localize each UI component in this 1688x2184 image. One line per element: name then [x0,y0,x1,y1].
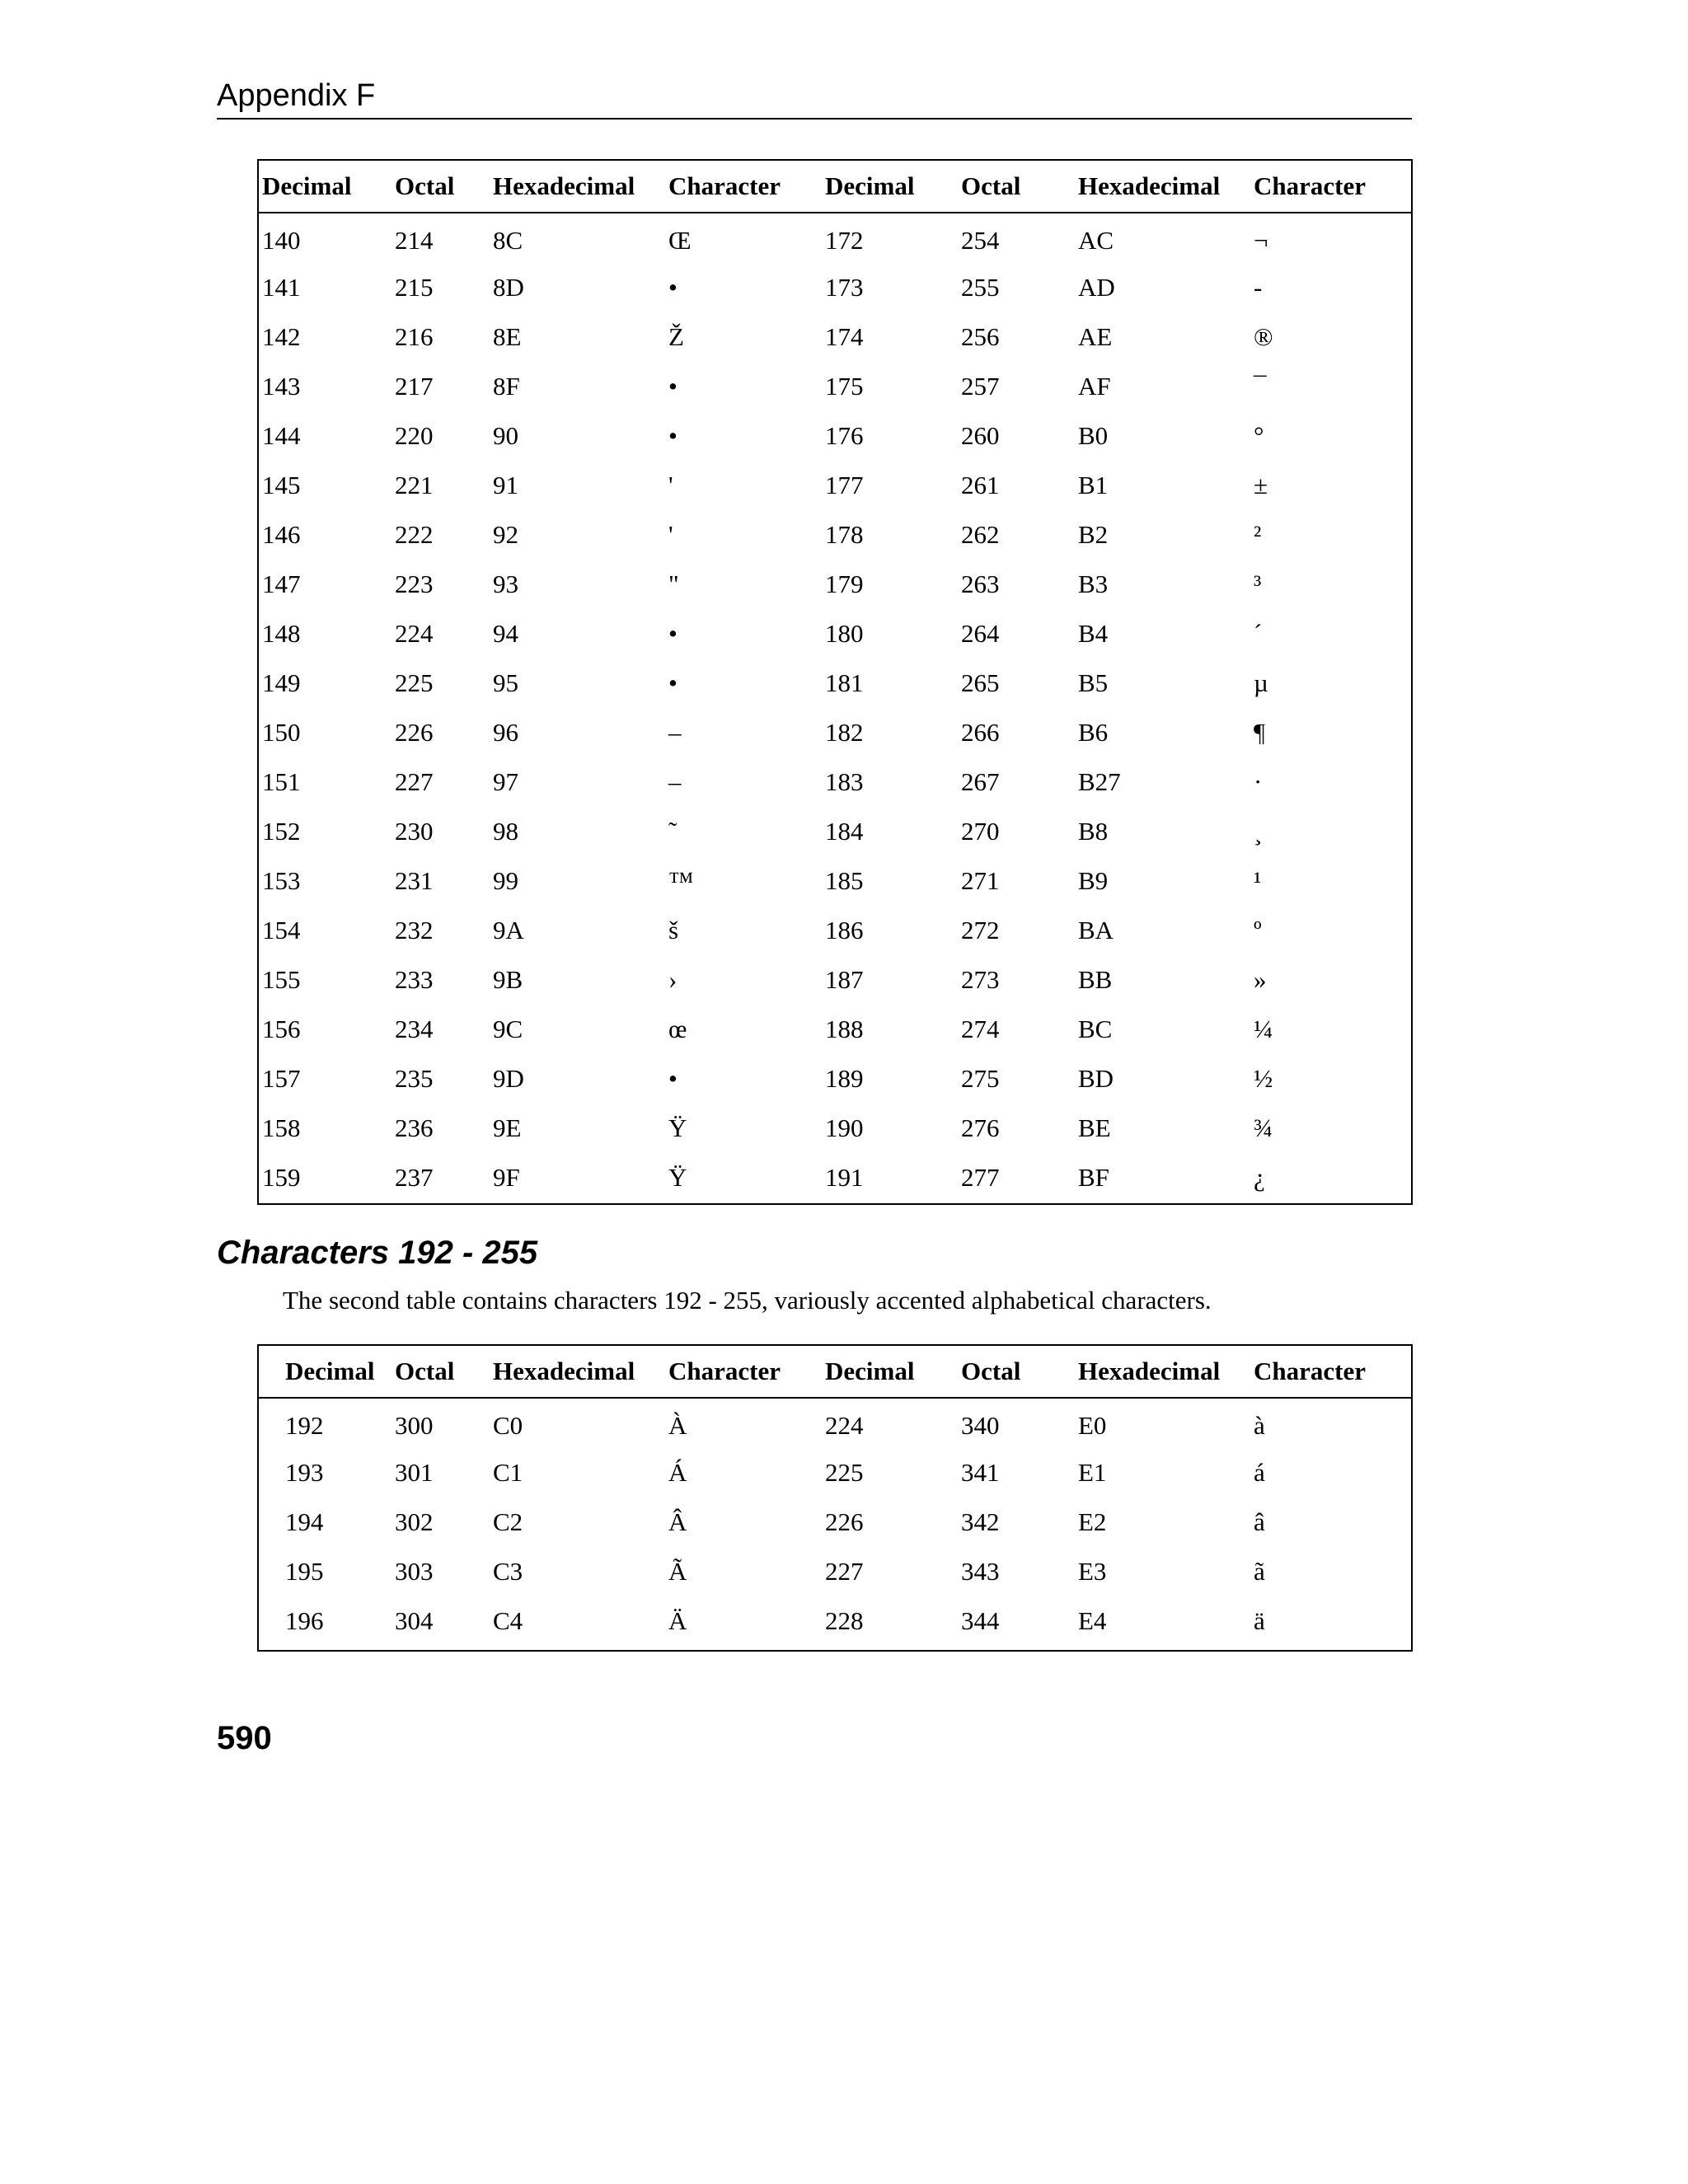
table-row [259,906,1411,955]
table-cell: B4 [1078,619,1109,648]
column-header: Character [1254,161,1411,213]
table-cell: ° [1254,421,1264,450]
table-cell: 255 [961,273,1000,302]
table-cell: 277 [961,1163,1000,1192]
table-cell: 228 [825,1606,864,1635]
table-cell: 9B [493,965,523,994]
table-cell: C1 [493,1458,523,1487]
table-cell: 157 [262,1064,301,1093]
table-cell: • [668,619,678,648]
table-row [259,510,1411,560]
table-cell: 95 [493,668,518,697]
table-cell: ä [1254,1606,1265,1635]
table-cell: 182 [825,718,864,747]
table-cell: ã [1254,1557,1265,1586]
table-cell: š [668,916,679,944]
table-cell: 159 [262,1163,301,1192]
table-cell: B9 [1078,866,1109,895]
table-cell: ¹ [1254,866,1262,895]
table-cell: 223 [395,569,434,598]
table-body [259,213,1411,1202]
table-cell: 183 [825,767,864,796]
table-cell: 196 [285,1606,324,1635]
column-header: Character [668,161,825,213]
table-cell: Ÿ [668,1163,687,1192]
table-cell: B5 [1078,668,1109,697]
table-cell: 217 [395,372,434,401]
table-cell: E0 [1078,1411,1107,1440]
table-cell: 181 [825,668,864,697]
table-cell: 225 [825,1458,864,1487]
column-header: Hexadecimal [493,1346,668,1398]
table-cell: ® [1254,322,1273,351]
table-cell: 261 [961,471,1000,499]
table-cell: 257 [961,372,1000,401]
table-cell: 214 [395,226,434,255]
table-cell: – [668,718,682,747]
table-cell: B2 [1078,520,1109,549]
table-cell: 94 [493,619,518,648]
table-cell: 232 [395,916,434,944]
table-cell: 172 [825,226,864,255]
table-cell: 188 [825,1015,864,1043]
column-header: Decimal [259,161,395,213]
table-cell: 189 [825,1064,864,1093]
ascii-table [259,1346,1411,1646]
table-cell: ' [668,520,673,549]
table-cell: 141 [262,273,301,302]
table-cell: 193 [285,1458,324,1487]
table-cell: 177 [825,471,864,499]
table-cell: B3 [1078,569,1109,598]
table-cell: B8 [1078,817,1109,846]
table-row [259,1054,1411,1104]
table-cell: BA [1078,916,1114,944]
table-cell: 260 [961,421,1000,450]
table-cell: 263 [961,569,1000,598]
table-row [259,560,1411,609]
table-body [259,1398,1411,1646]
table-cell: 173 [825,273,864,302]
table-cell: 344 [961,1606,1000,1635]
table-cell: 270 [961,817,1000,846]
column-header: Decimal [825,161,961,213]
table-cell: 9F [493,1163,520,1192]
table-cell: 150 [262,718,301,747]
table-cell: 179 [825,569,864,598]
table-cell: 343 [961,1557,1000,1586]
table-cell: 262 [961,520,1000,549]
table-cell: 237 [395,1163,434,1192]
table-cell: â [1254,1507,1265,1536]
table-cell: 156 [262,1015,301,1043]
table-cell: 225 [395,668,434,697]
table-cell: • [668,668,678,697]
table-cell: 8F [493,372,520,401]
table-row [259,1005,1411,1054]
column-header: Octal [961,1346,1078,1398]
table-cell: 98 [493,817,518,846]
table-cell: 301 [395,1458,434,1487]
table-cell: C0 [493,1411,523,1440]
table-cell: 149 [262,668,301,697]
table-cell: 153 [262,866,301,895]
table-cell: 175 [825,372,864,401]
column-header: Decimal [825,1346,961,1398]
table-cell: Ÿ [668,1113,687,1142]
table-cell: 151 [262,767,301,796]
table-row [259,955,1411,1005]
table-cell: 185 [825,866,864,895]
ascii-table-128-191 [257,159,1413,1205]
table-row [259,609,1411,658]
table-cell: à [1254,1411,1265,1440]
table-cell: 216 [395,322,434,351]
table-cell: ¾ [1254,1113,1273,1142]
table-cell: ¼ [1254,1015,1273,1043]
table-cell: 220 [395,421,434,450]
table-cell: 275 [961,1064,1000,1093]
table-header-row [259,161,1411,213]
table-cell: E2 [1078,1507,1107,1536]
table-cell: 215 [395,273,434,302]
table-cell: ¶ [1254,718,1266,747]
table-cell: 264 [961,619,1000,648]
table-cell: Ã [668,1557,687,1586]
table-cell: – [668,767,682,796]
column-header: Hexadecimal [1078,161,1254,213]
running-header [217,77,1412,120]
table-row [259,362,1411,411]
column-header: Octal [961,161,1078,213]
table-cell: 174 [825,322,864,351]
table-row [259,1104,1411,1153]
table-row [259,1448,1411,1497]
table-cell: 186 [825,916,864,944]
table-cell: ³ [1254,569,1262,598]
page-number: 590 [217,1720,272,1756]
table-cell: 178 [825,520,864,549]
table-cell: 191 [825,1163,864,1192]
table-cell: 194 [285,1507,324,1536]
table-cell: 190 [825,1113,864,1142]
table-cell: › [668,965,678,994]
table-cell: E3 [1078,1557,1107,1586]
table-cell: • [668,421,678,450]
table-header-row [259,1346,1411,1398]
table-row [259,461,1411,510]
table-cell: 231 [395,866,434,895]
table-row [259,1398,1411,1448]
table-cell: · [1254,767,1263,796]
table-cell: 256 [961,322,1000,351]
table-cell: 234 [395,1015,434,1043]
table-cell: 221 [395,471,434,499]
table-cell: 9E [493,1113,522,1142]
table-cell: 224 [395,619,434,648]
table-cell: " [668,569,679,598]
table-cell: 154 [262,916,301,944]
table-cell: 8D [493,273,524,302]
table-cell: AF [1078,372,1111,401]
table-row [259,1596,1411,1646]
table-cell: 267 [961,767,1000,796]
table-cell: 147 [262,569,301,598]
table-cell: 152 [262,817,301,846]
column-header: Character [1254,1346,1411,1398]
ascii-table-192-255 [257,1344,1413,1652]
table-cell: 233 [395,965,434,994]
table-cell: 254 [961,226,1000,255]
table-cell: 92 [493,520,518,549]
table-cell: 144 [262,421,301,450]
table-cell: 90 [493,421,518,450]
table-cell: 230 [395,817,434,846]
table-cell: Â [668,1507,687,1536]
section-paragraph: The second table contains characters 192 - 255, variously accented alphabetical characters. [283,1286,1212,1315]
table-cell: E4 [1078,1606,1107,1635]
table-cell: 146 [262,520,301,549]
table-cell: 9A [493,916,524,944]
table-row [259,263,1411,312]
table-cell: á [1254,1458,1265,1487]
table-cell: ¬ [1254,226,1268,255]
table-cell: 224 [825,1411,864,1440]
table-cell: 192 [285,1411,324,1440]
table-cell: 235 [395,1064,434,1093]
table-cell: 303 [395,1557,434,1586]
table-cell: 180 [825,619,864,648]
table-cell: 342 [961,1507,1000,1536]
table-row [259,1547,1411,1596]
table-cell: º [1254,916,1262,944]
table-cell: À [668,1411,687,1440]
table-cell: 97 [493,767,518,796]
table-cell: ™ [668,866,694,895]
ascii-table [259,161,1411,1202]
table-cell: 236 [395,1113,434,1142]
column-header: Character [668,1346,825,1398]
table-cell: 276 [961,1113,1000,1142]
table-row [259,856,1411,906]
running-header-title: Appendix F [217,78,376,113]
table-cell: 227 [825,1557,864,1586]
table-cell: B6 [1078,718,1109,747]
table-cell: ˜ [668,817,678,846]
table-cell: BD [1078,1064,1114,1093]
table-cell: Œ [668,226,692,255]
table-cell: 184 [825,817,864,846]
table-row [259,411,1411,461]
table-cell: ´ [1254,619,1263,648]
table-cell: AC [1078,226,1114,255]
table-cell: B1 [1078,471,1109,499]
table-cell: œ [668,1015,687,1043]
table-cell: ± [1254,471,1268,499]
column-header: Hexadecimal [1078,1346,1254,1398]
table-cell: 158 [262,1113,301,1142]
table-row [259,213,1411,263]
table-cell: 187 [825,965,864,994]
table-cell: 93 [493,569,518,598]
table-cell: µ [1254,668,1268,697]
table-cell: • [668,273,678,302]
table-cell: 96 [493,718,518,747]
table-cell: 302 [395,1507,434,1536]
table-row [259,1153,1411,1202]
table-cell: 265 [961,668,1000,697]
table-cell: ½ [1254,1064,1273,1093]
table-cell: 155 [262,965,301,994]
table-cell: 300 [395,1411,434,1440]
table-row [259,312,1411,362]
table-cell: 142 [262,322,301,351]
table-cell: BC [1078,1015,1113,1043]
table-cell: 195 [285,1557,324,1586]
table-cell: • [668,372,678,401]
table-cell: 176 [825,421,864,450]
table-cell: 148 [262,619,301,648]
table-cell: ¿ [1254,1163,1265,1192]
table-cell: • [668,1064,678,1093]
table-cell: 91 [493,471,518,499]
table-cell: C2 [493,1507,523,1536]
table-row [259,807,1411,856]
table-cell: ² [1254,520,1262,549]
column-header: Octal [395,1346,493,1398]
table-row [259,658,1411,708]
table-cell: BB [1078,965,1113,994]
table-cell: AD [1078,273,1115,302]
table-cell: 271 [961,866,1000,895]
table-cell: C4 [493,1606,523,1635]
table-cell: 226 [825,1507,864,1536]
table-cell: 8E [493,322,522,351]
table-cell: 9D [493,1064,524,1093]
column-header: Decimal [259,1346,395,1398]
section-title: Characters 192 - 255 [217,1235,538,1271]
table-cell: 143 [262,372,301,401]
table-cell: BF [1078,1163,1109,1192]
table-cell: 273 [961,965,1000,994]
table-cell: 222 [395,520,434,549]
table-cell: ¸ [1254,817,1263,846]
table-cell: B0 [1078,421,1109,450]
table-cell: » [1254,965,1267,994]
table-cell: 274 [961,1015,1000,1043]
table-cell: 266 [961,718,1000,747]
table-cell: C3 [493,1557,523,1586]
column-header: Hexadecimal [493,161,668,213]
table-cell: 304 [395,1606,434,1635]
table-cell: 140 [262,226,301,255]
table-cell: 227 [395,767,434,796]
table-cell: 340 [961,1411,1000,1440]
table-row [259,757,1411,807]
table-cell: 8C [493,226,523,255]
table-cell: 226 [395,718,434,747]
table-cell: E1 [1078,1458,1107,1487]
table-cell: - [1254,273,1263,302]
table-cell: Ä [668,1606,687,1635]
column-header: Octal [395,161,493,213]
table-cell: Ž [668,322,684,351]
table-cell: 9C [493,1015,523,1043]
table-cell: 145 [262,471,301,499]
table-cell: ¯ [1254,372,1267,401]
table-cell: 99 [493,866,518,895]
table-cell: 341 [961,1458,1000,1487]
table-row [259,1497,1411,1547]
table-cell: ' [668,471,673,499]
table-cell: Á [668,1458,687,1487]
table-cell: AE [1078,322,1113,351]
table-cell: 272 [961,916,1000,944]
table-row [259,708,1411,757]
table-cell: B27 [1078,767,1121,796]
table-cell: BE [1078,1113,1111,1142]
